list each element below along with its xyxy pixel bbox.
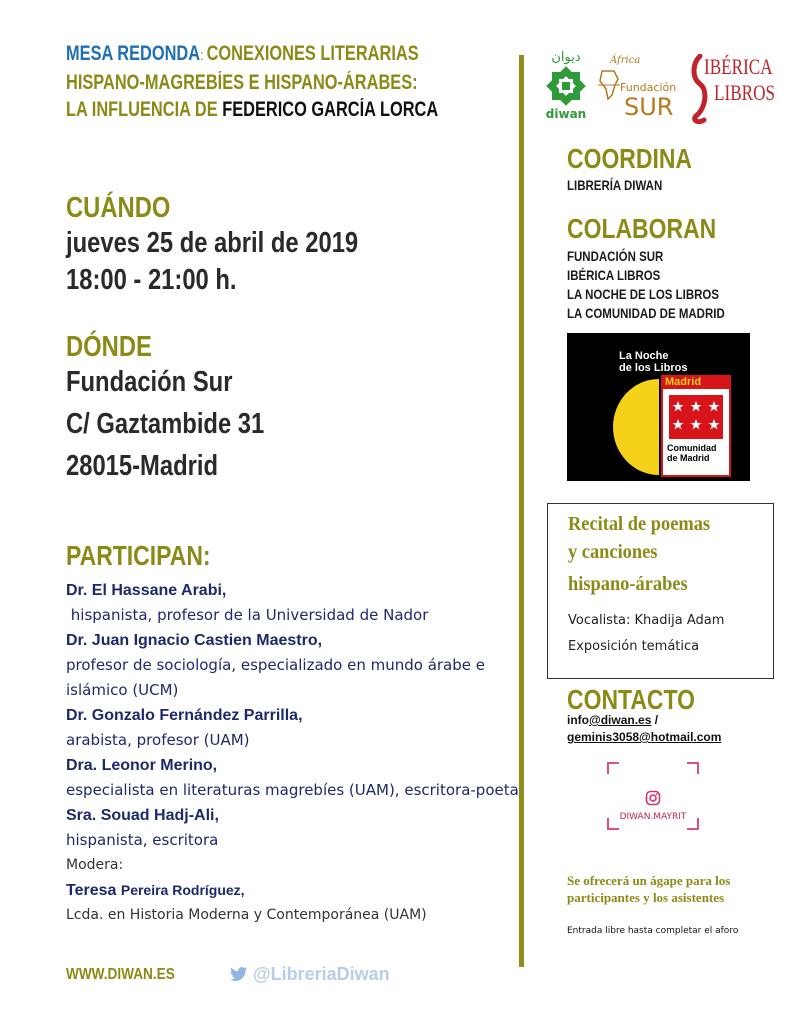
fundacion-sur-logo: África Fundación SUR — [598, 55, 686, 125]
title-line-3: LA INFLUENCIA DE FEDERICO GARCÍA LORCA — [66, 98, 439, 121]
iberica-libros-logo: IBÉRICA LIBROS — [688, 52, 772, 126]
madrid-stars — [669, 395, 723, 439]
noche-libros-logo: La Noche de los Libros Madrid Comunidad de Madrid — [567, 333, 750, 481]
recital-vocalist: Vocalista: Khadija Adam — [568, 613, 725, 628]
recital-line-1: Recital de poemas — [568, 513, 711, 535]
madrid-flag: Madrid Comunidad de Madrid — [661, 375, 731, 477]
instagram-icon — [645, 790, 661, 806]
donde-line-2: C/ Gaztambide 31 — [66, 408, 265, 440]
half-moon-icon — [613, 379, 659, 475]
colaboran-item: IBÉRICA LIBROS — [567, 267, 661, 283]
title-line-2: HISPANO-MAGREBÍES E HISPANO-ÁRABES: — [66, 71, 418, 94]
donde-line-1: Fundación Sur — [66, 366, 233, 398]
title-conexiones: CONEXIONES LITERARIAS — [206, 42, 419, 65]
moderator-label: Modera: — [66, 857, 124, 873]
title-lorca: FEDERICO GARCÍA LORCA — [222, 98, 439, 121]
colaboran-item: LA COMUNIDAD DE MADRID — [567, 305, 725, 321]
participant-item: Sra. Souad Hadj-Ali, hispanista, escritora — [66, 807, 219, 849]
agape-note: Se ofrecerá un ágape para los participantes y los asistentes — [567, 873, 731, 905]
colaboran-item: FUNDACIÓN SUR — [567, 248, 664, 264]
participant-item: Dr. El Hassane Arabi, hispanista, profesor de la Universidad de Nador — [66, 582, 429, 624]
footer-website[interactable]: WWW.DIWAN.ES — [66, 966, 175, 983]
recital-line-2: y canciones — [568, 541, 658, 563]
donde-label: DÓNDE — [66, 331, 152, 363]
africa-icon — [598, 69, 620, 101]
diwan-star-icon — [541, 65, 591, 107]
twitter-icon — [230, 966, 248, 982]
contacto-label: CONTACTO — [567, 684, 695, 715]
participant-item: Dra. Leonor Merino, especialista en literaturas magrebíes (UAM), escritora-poeta — [66, 757, 519, 799]
participants-list — [66, 578, 526, 928]
contacto-email-2[interactable]: geminis3058@hotmail.com — [567, 730, 722, 744]
recital-line-3: hispano-árabes — [568, 573, 688, 595]
coordina-label: COORDINA — [567, 143, 693, 174]
instagram-handle: DIWAN.MAYRIT — [619, 812, 687, 822]
diwan-logo: ديوان diwan — [537, 50, 595, 130]
participant-item: Dr. Gonzalo Fernández Parrilla, arabista, profesor (UAM) — [66, 707, 303, 749]
donde-line-3: 28015-Madrid — [66, 450, 218, 482]
colaboran-item: LA NOCHE DE LOS LIBROS — [567, 286, 720, 302]
recital-expo: Exposición temática — [568, 639, 700, 654]
colaboran-label: COLABORAN — [567, 213, 717, 244]
recital-box — [547, 503, 774, 679]
cuando-label: CUÁNDO — [66, 192, 171, 224]
title-line-1: MESA REDONDA: CONEXIONES LITERARIAS — [66, 42, 419, 65]
title-mesa-redonda: MESA REDONDA — [66, 42, 201, 65]
entrada-libre: Entrada libre hasta completar el aforo — [567, 926, 739, 936]
moderator-desc: Lcda. en Historia Moderna y Contemporánea (UAM) — [66, 907, 427, 923]
participant-item: Dr. Juan Ignacio Castien Maestro, profesor de sociología, especializado en mundo árabe e islámico (UCM) — [66, 632, 485, 699]
coordina-value: LIBRERÍA DIWAN — [567, 177, 663, 193]
stars-icon — [669, 395, 723, 439]
instagram-card[interactable] — [607, 762, 699, 830]
participan-label: PARTICIPAN: — [66, 540, 211, 571]
moderator-name: Teresa Pereira Rodríguez, — [66, 882, 245, 899]
footer-twitter[interactable]: @LibreriaDiwan — [230, 964, 390, 985]
contacto-email-1[interactable]: info@diwan.es / — [567, 713, 659, 727]
cuando-time: 18:00 - 21:00 h. — [66, 264, 237, 296]
cuando-date: jueves 25 de abril de 2019 — [66, 227, 359, 259]
